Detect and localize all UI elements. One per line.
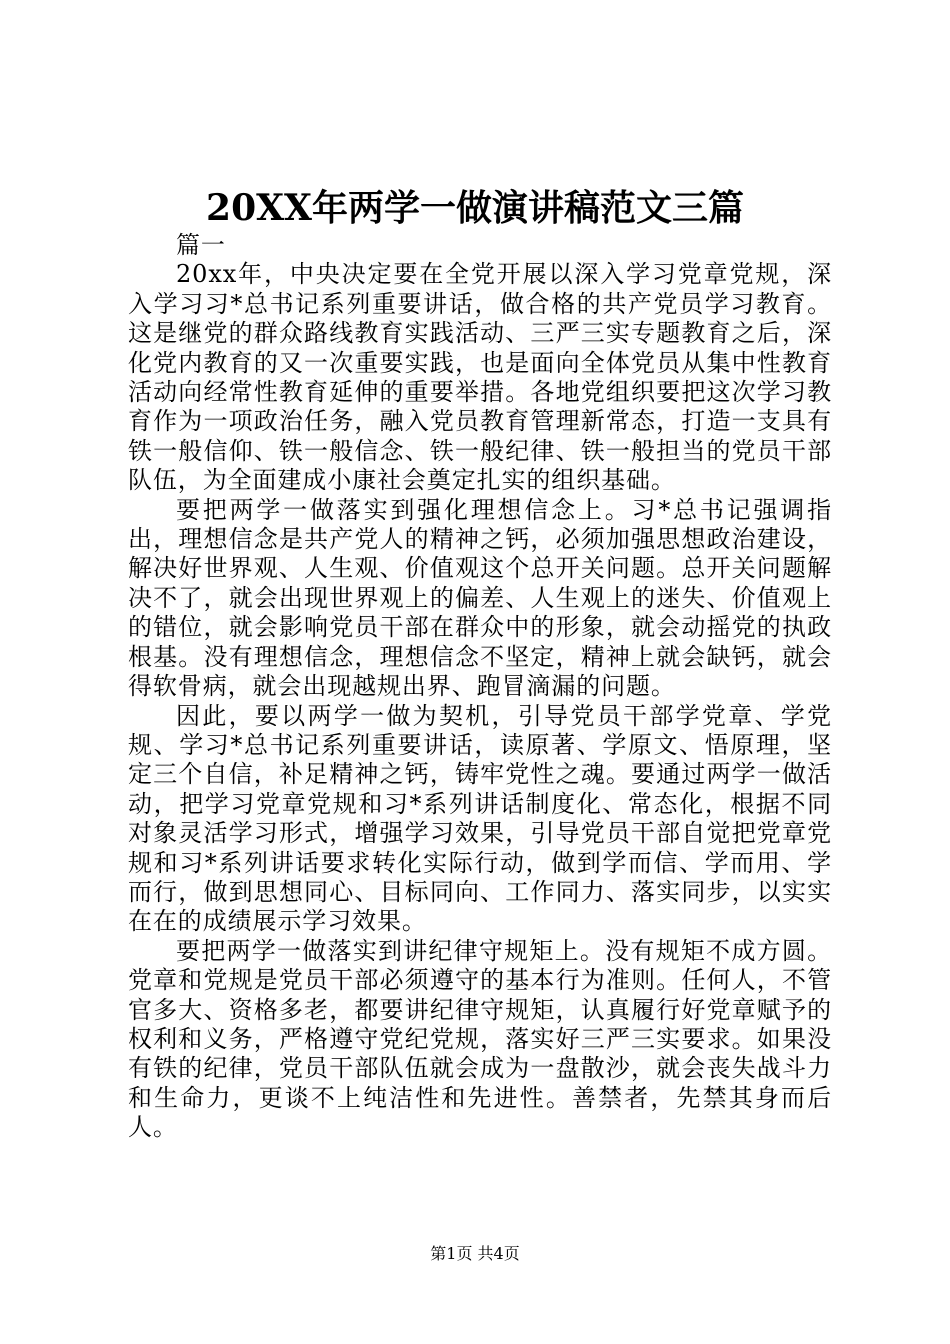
paragraph-1: 20xx年，中央决定要在全党开展以深入学习党章党规，深入学习习*总书记系列重要讲话，做合格的共产党员学习教育。这是继党的群众路线教育实践活动、三严三实专题教育之后，深化党内教育的又一次重要实践，也是面向全体党员从集中性教育活动向经常性教育延伸的重要举措。各地党组织要把这次学习教育作为一项政治任务，融入党员教育管理新常态，打造一支具有铁一般信仰、铁一般信念、铁一般纪律、铁一般担当的党员干部队伍，为全面建成小康社会奠定扎实的组织基础。 — [128, 260, 832, 495]
section-label: 篇一 — [176, 231, 226, 259]
document-title: 20XX年两学一做演讲稿范文三篇 — [206, 187, 744, 229]
document-body — [128, 231, 832, 1143]
paragraph-4: 要把两学一做落实到讲纪律守规矩上。没有规矩不成方圆。党章和党规是党员干部必须遵守的基本行为准则。任何人，不管官多大、资格多老，都要讲纪律守规矩，认真履行好党章赋予的权利和义务，严格遵守党纪党规，落实好三严三实要求。如果没有铁的纪律，党员干部队伍就会成为一盘散沙，就会丧失战斗力和生命力，更谈不上纯洁性和先进性。善禁者，先禁其身而后人。 — [128, 936, 832, 1142]
paragraph-3: 因此，要以两学一做为契机，引导党员干部学党章、学党规、学习*总书记系列重要讲话，读原著、学原文、悟原理，坚定三个自信，补足精神之钙，铸牢党性之魂。要通过两学一做活动，把学习党章党规和习*系列讲话制度化、常态化，根据不同对象灵活学习形式，增强学习效果，引导党员干部自觉把党章党规和习*系列讲话要求转化实际行动，做到学而信、学而用、学而行，做到思想同心、目标同向、工作同力、落实同步，以实实在在的成绩展示学习效果。 — [128, 701, 832, 936]
paragraph-2: 要把两学一做落实到强化理想信念上。习*总书记强调指出，理想信念是共产党人的精神之钙，必须加强思想政治建设，解决好世界观、人生观、价值观这个总开关问题。总开关问题解决不了，就会出现世界观上的偏差、人生观上的迷失、价值观上的错位，就会影响党员干部在群众中的形象，就会动摇党的执政根基。没有理想信念，理想信念不坚定，精神上就会缺钙，就会得软骨病，就会出现越规出界、跑冒滴漏的问题。 — [128, 495, 832, 701]
page-footer: 第1页 共4页 — [430, 1244, 520, 1263]
